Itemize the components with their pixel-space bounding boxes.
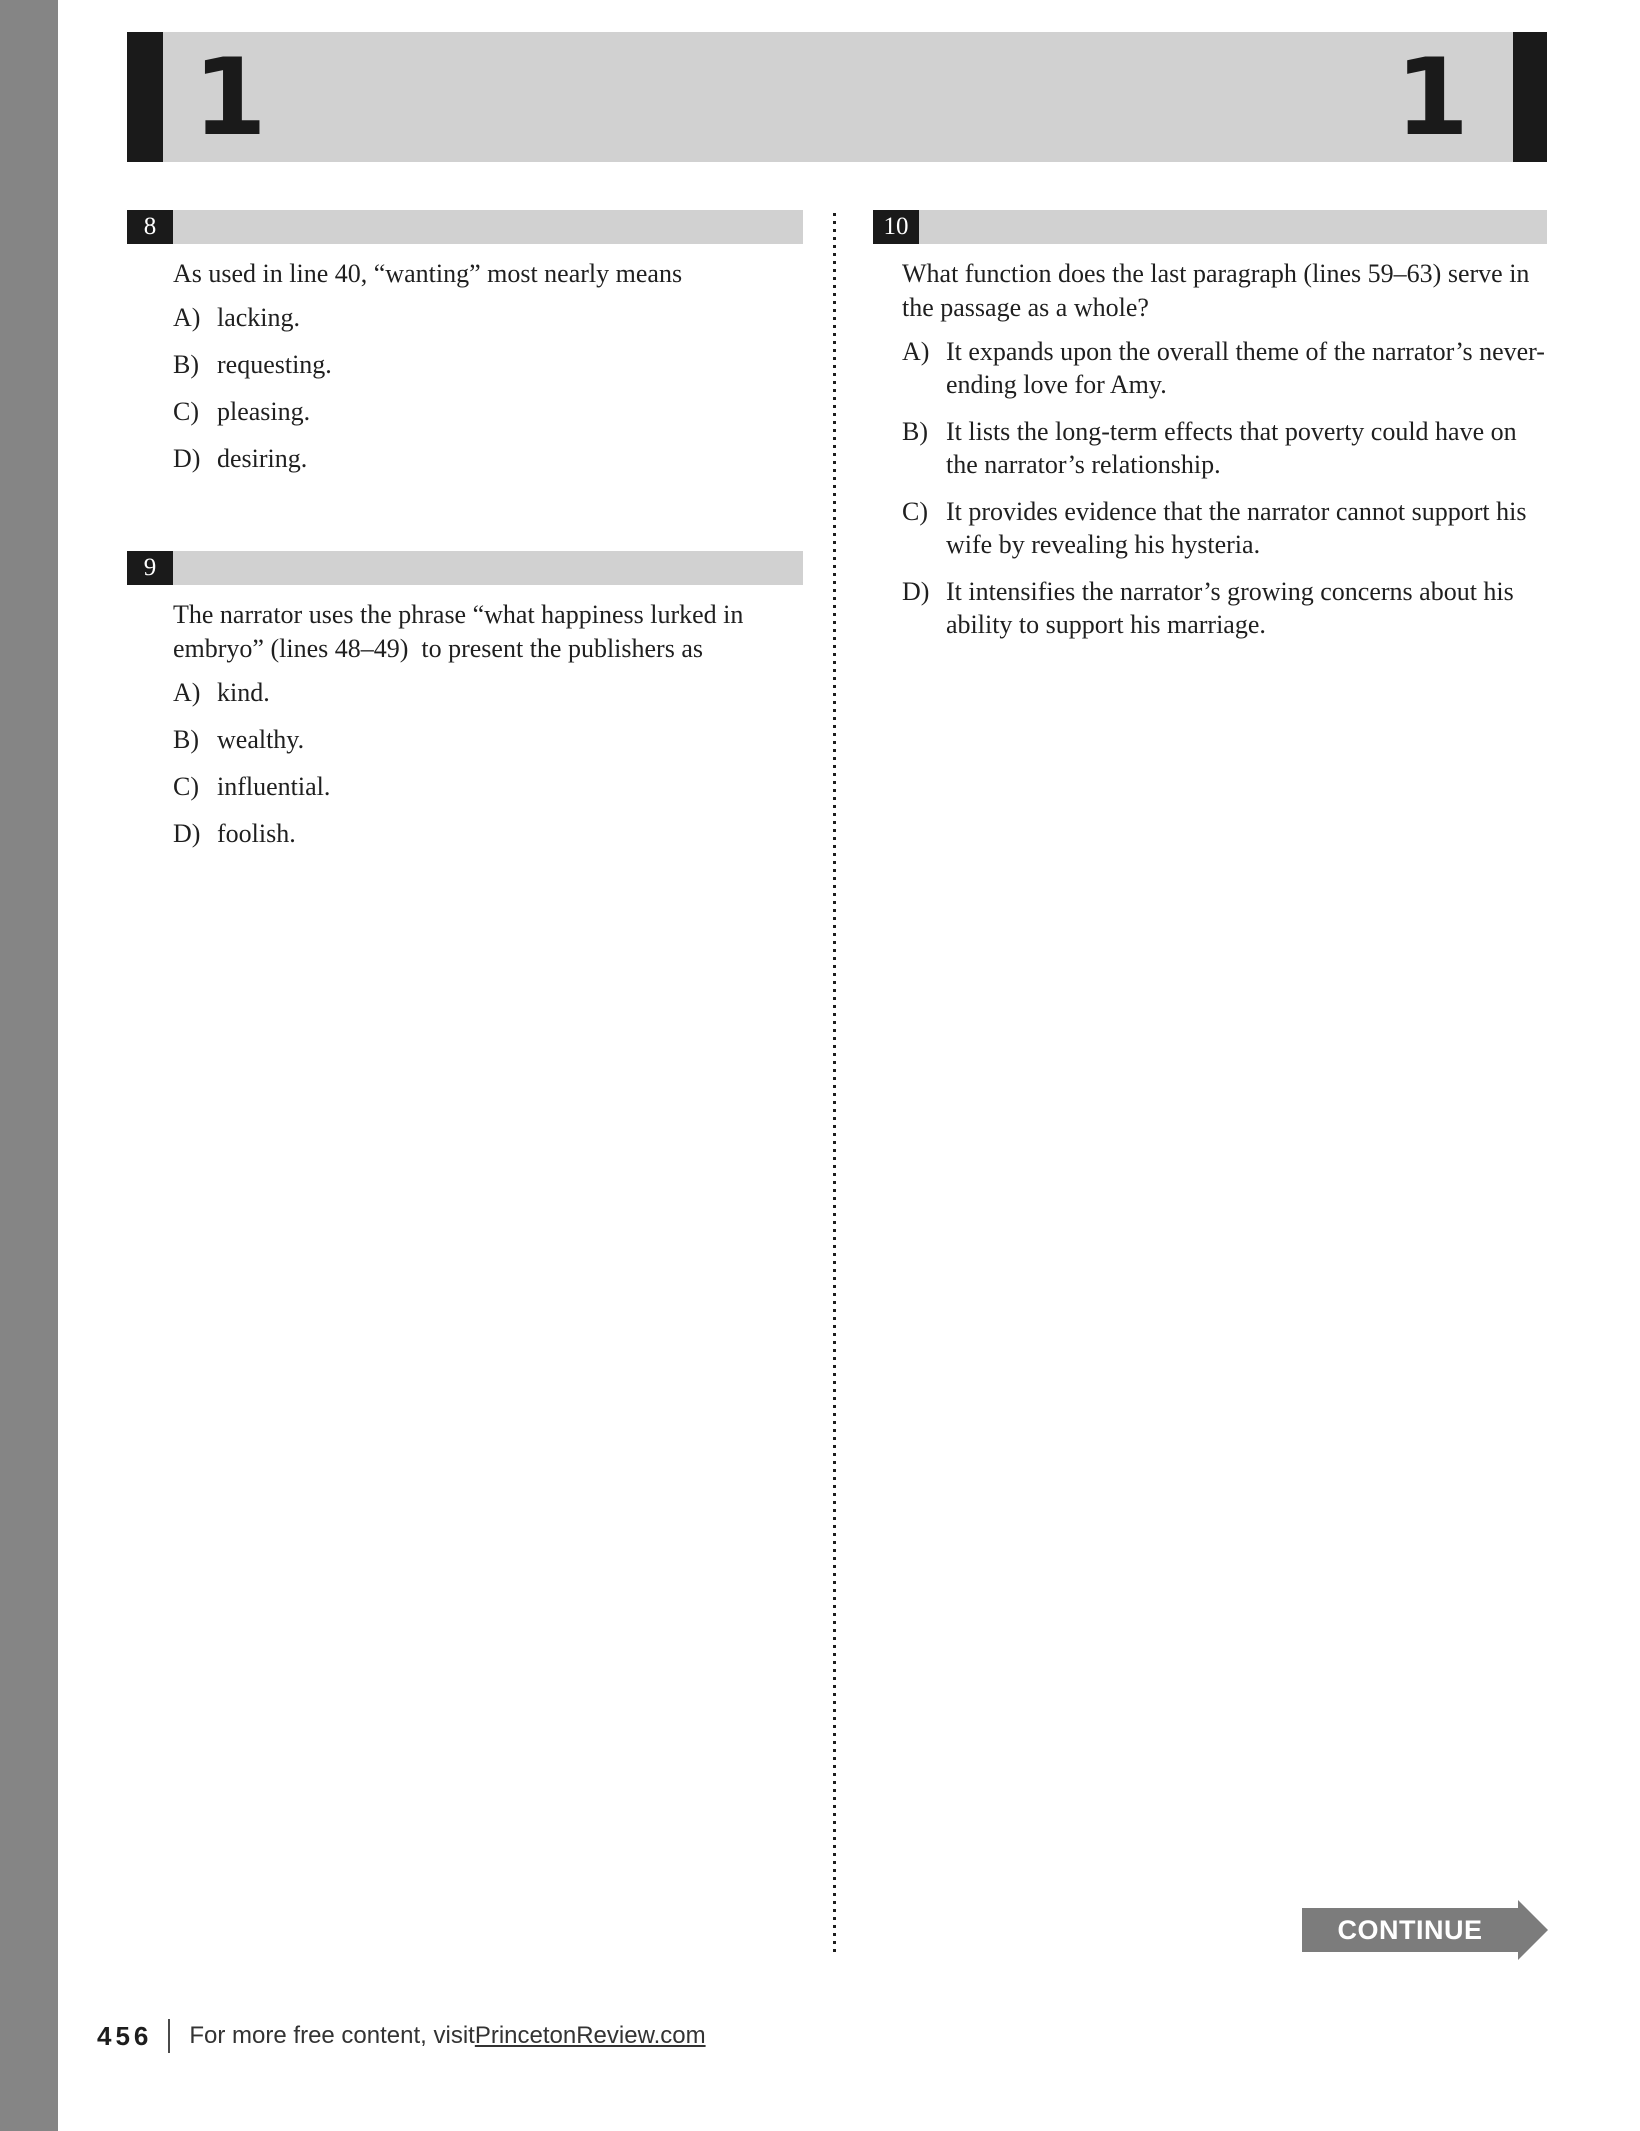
- choice-row: [173, 395, 803, 428]
- choice-row: [173, 817, 803, 850]
- choice-text: pleasing.: [217, 397, 311, 426]
- left-column: [127, 210, 803, 864]
- choice-row: [173, 301, 803, 334]
- section-number-left: 1: [193, 36, 267, 159]
- header-right-black-bar: [1513, 32, 1547, 162]
- column-divider-dotted-line: [833, 213, 836, 1953]
- choice-row: [902, 415, 1547, 481]
- question-10-stem: What function does the last paragraph (lines 59–63) serve in the passage as a whole?: [902, 259, 1536, 322]
- choice-text: It provides evidence that the narrator cannot support his wife by revealing his hysteria.: [946, 497, 1527, 559]
- question-8-header: [127, 210, 803, 244]
- question-10-header: [873, 210, 1547, 244]
- continue-button[interactable]: [1302, 1908, 1518, 1952]
- choice-letter: B): [902, 417, 928, 446]
- question-10-header-bar: [919, 210, 1547, 244]
- choice-row: [902, 495, 1547, 561]
- question-9-header: [127, 551, 803, 585]
- question-9-header-bar: [173, 551, 803, 585]
- footer-link-princetonreview[interactable]: PrincetonReview.com: [474, 2022, 706, 2049]
- question-9-choices: [173, 676, 803, 850]
- right-column: [873, 210, 1547, 655]
- choice-letter: A): [902, 337, 930, 366]
- choice-text: It lists the long-term effects that poverty could have on the narrator’s relationship.: [946, 417, 1517, 479]
- choice-row: [173, 723, 803, 756]
- question-9: [127, 551, 803, 850]
- choice-text: lacking.: [217, 303, 301, 332]
- choice-letter: B): [173, 725, 199, 754]
- choice-text: kind.: [217, 678, 270, 707]
- choice-letter: A): [173, 303, 201, 332]
- choice-letter: C): [173, 772, 199, 801]
- section-header-band: [127, 32, 1547, 162]
- choice-text: influential.: [217, 772, 331, 801]
- question-8-header-bar: [173, 210, 803, 244]
- footer-divider: [168, 2019, 170, 2053]
- choice-letter: D): [902, 577, 930, 606]
- choice-letter: A): [173, 678, 201, 707]
- choice-row: [173, 676, 803, 709]
- continue-label: CONTINUE: [1337, 1914, 1483, 1945]
- question-8-number-badge: 8: [127, 210, 173, 244]
- choice-row: [902, 335, 1547, 401]
- choice-text: desiring.: [217, 444, 308, 473]
- question-8: [127, 210, 803, 475]
- choice-text: It expands upon the overall theme of the narrator’s never-ending love for Amy.: [946, 337, 1545, 399]
- choice-text: wealthy.: [217, 725, 305, 754]
- page-edge-strip: [0, 0, 58, 2131]
- choice-row: [173, 348, 803, 381]
- choice-letter: B): [173, 350, 199, 379]
- section-number-right: 1: [1395, 36, 1469, 159]
- choice-letter: C): [173, 397, 199, 426]
- question-10-choices: [902, 335, 1547, 641]
- choice-letter: D): [173, 444, 201, 473]
- question-8-stem: As used in line 40, “wanting” most nearly means: [173, 259, 683, 288]
- question-10-number-badge: 10: [873, 210, 919, 244]
- choice-letter: D): [173, 819, 201, 848]
- choice-row: [173, 442, 803, 475]
- continue-arrow-icon: [1518, 1900, 1548, 1960]
- question-9-number-badge: 9: [127, 551, 173, 585]
- choice-row: [902, 575, 1547, 641]
- header-left-black-bar: [127, 32, 163, 162]
- page-footer: [97, 2016, 706, 2056]
- choice-text: requesting.: [217, 350, 332, 379]
- footer-text: For more free content, visit: [189, 2022, 475, 2049]
- question-9-stem: The narrator uses the phrase “what happiness lurked in embryo” (lines 48–49) to present the publishers as: [173, 600, 750, 663]
- choice-letter: C): [902, 497, 928, 526]
- page-number: 456: [97, 2020, 153, 2051]
- choice-text: foolish.: [217, 819, 296, 848]
- question-8-choices: [173, 301, 803, 475]
- question-10: [873, 210, 1547, 641]
- choice-text: It intensifies the narrator’s growing concerns about his ability to support his marriage.: [946, 577, 1514, 639]
- choice-row: [173, 770, 803, 803]
